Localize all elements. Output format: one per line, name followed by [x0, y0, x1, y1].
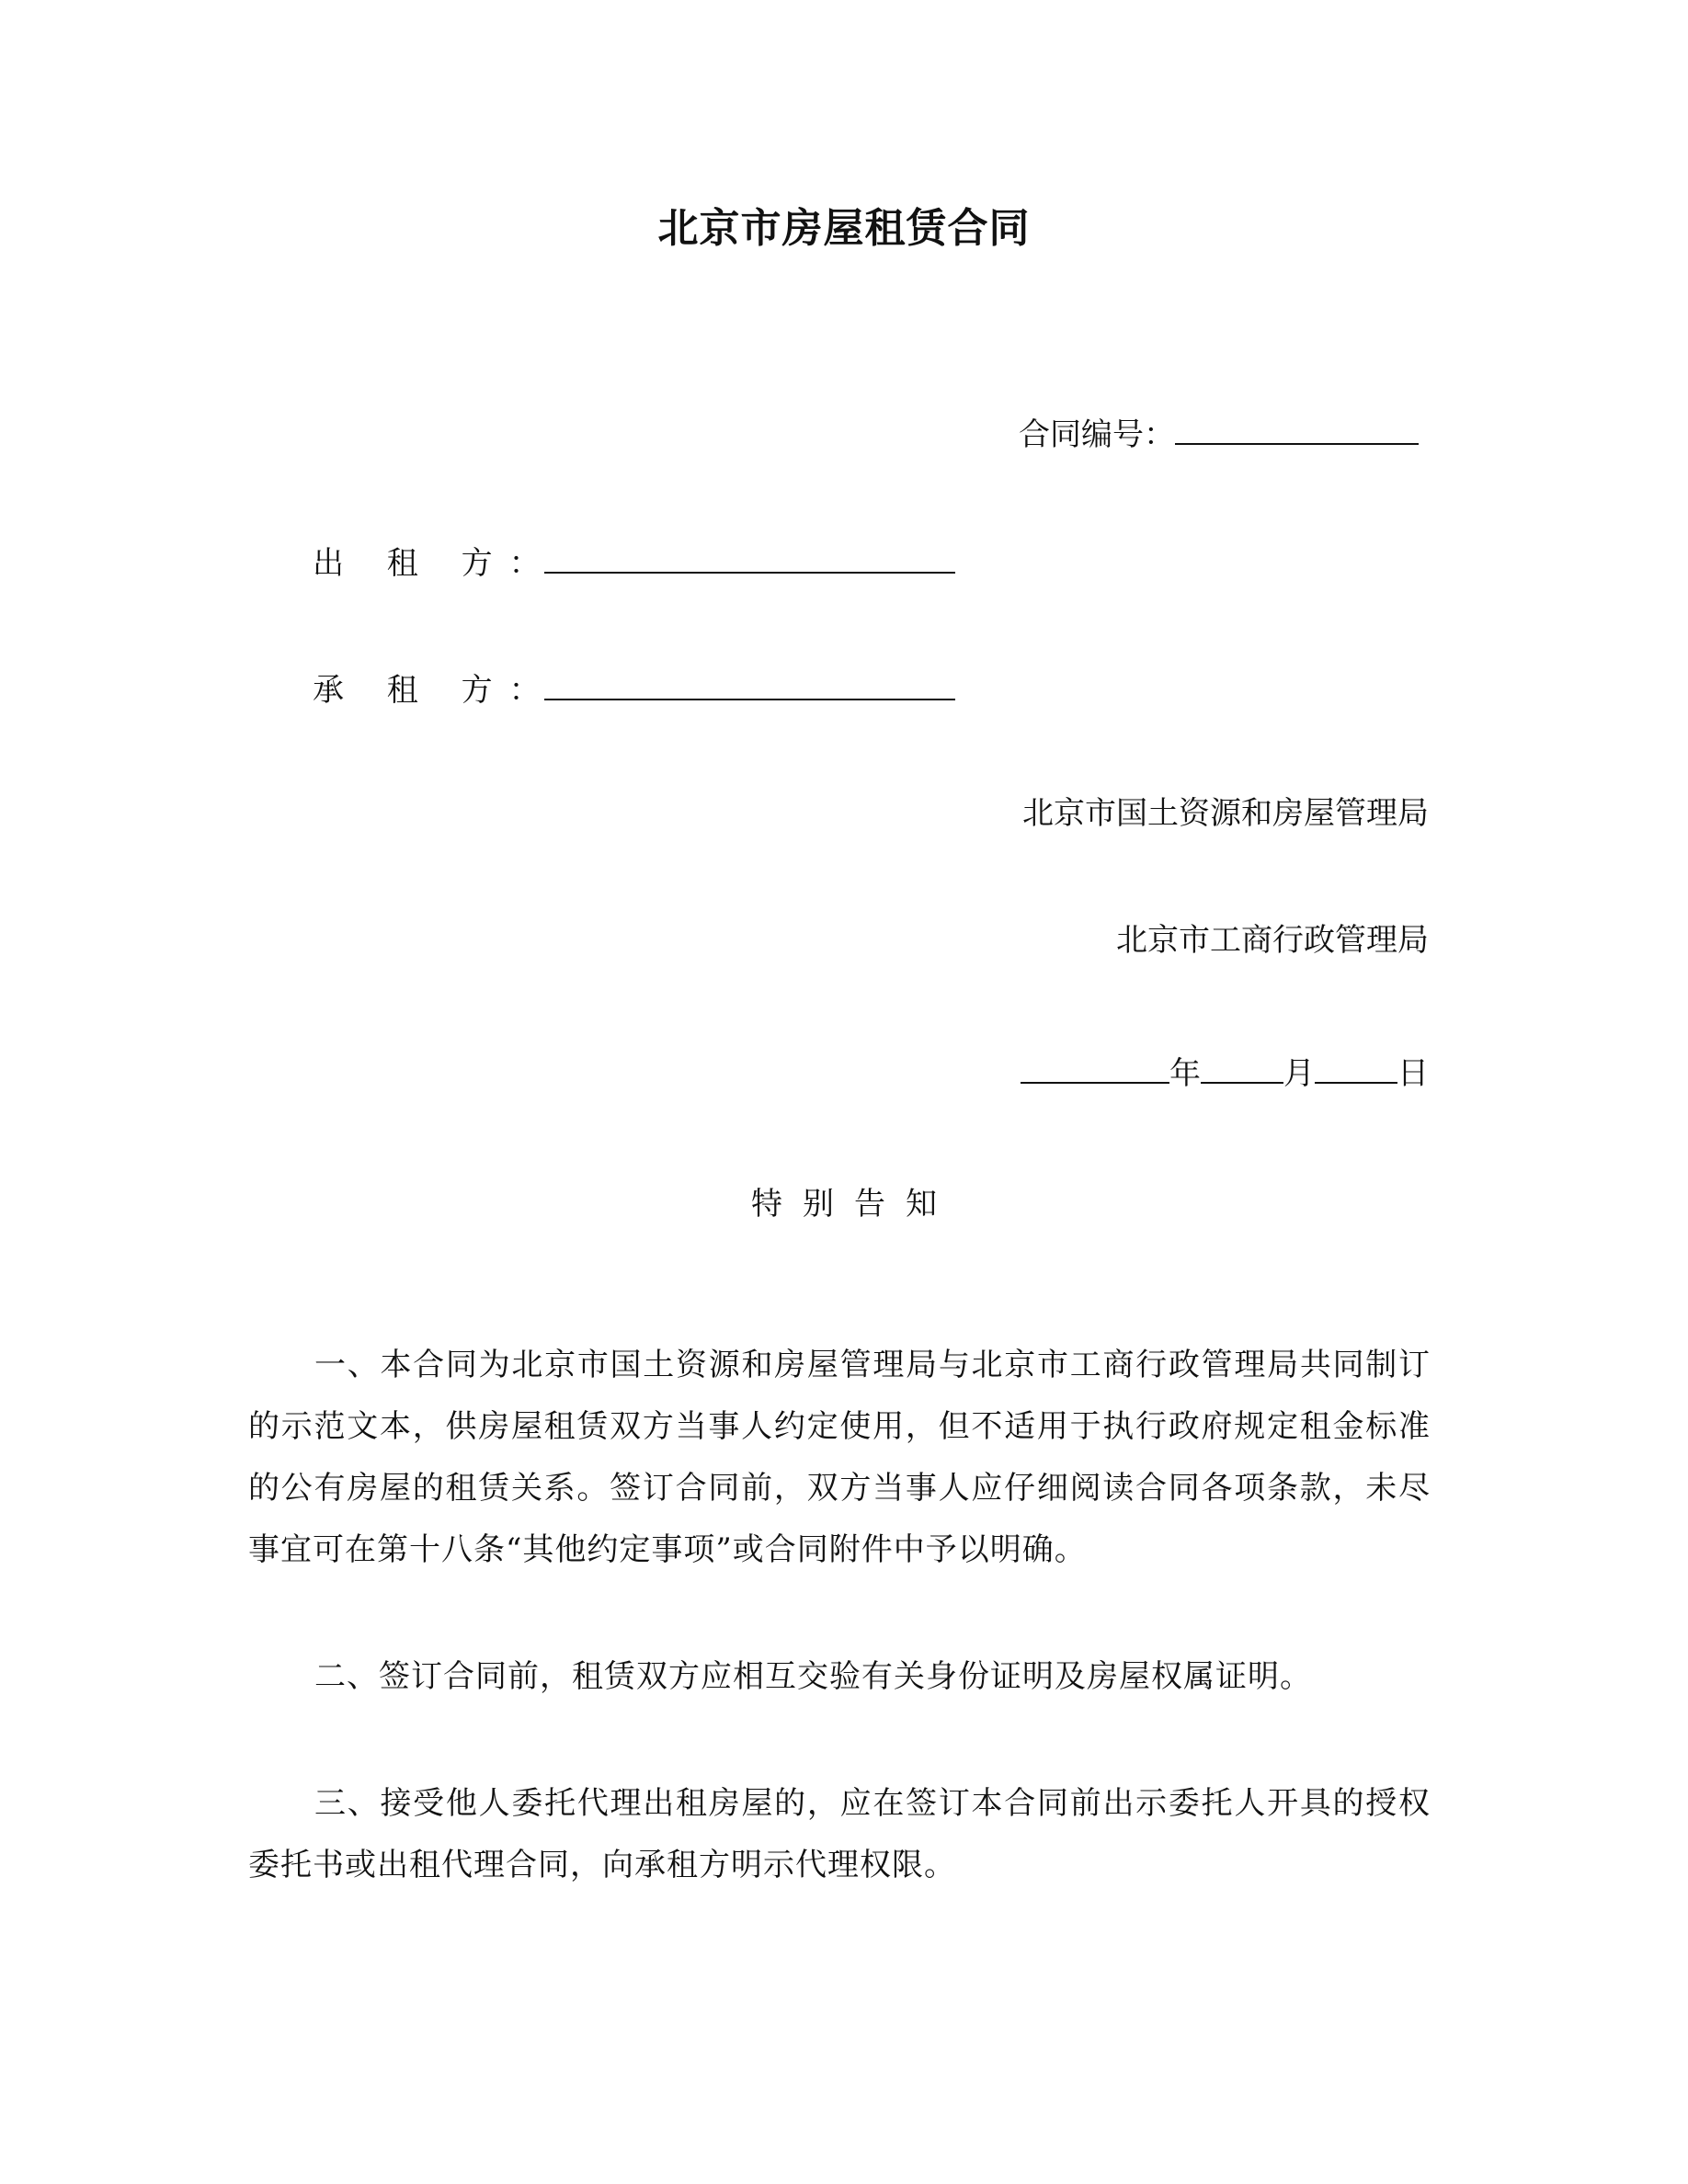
contract-number-label: 合同编号： [1019, 416, 1175, 453]
lessor-colon: ： [508, 545, 541, 582]
lessee-label: 承 租 方 [313, 672, 509, 709]
contract-number-row [1019, 412, 1419, 453]
document-title: 北京市房屋租赁合同 [657, 205, 1031, 252]
lessor-label: 出 租 方 [313, 545, 509, 582]
lessor-blank[interactable] [544, 540, 955, 574]
special-notice-heading: 特别告知 [751, 1186, 957, 1223]
lessee-blank[interactable] [544, 667, 955, 700]
day-blank[interactable] [1315, 1051, 1397, 1084]
contract-number-blank[interactable] [1175, 412, 1419, 445]
issuing-authority-commerce: 北京市工商行政管理局 [1116, 922, 1429, 959]
day-label: 日 [1397, 1055, 1429, 1092]
date-row [1021, 1051, 1429, 1092]
lessor-row [313, 540, 955, 582]
month-blank[interactable] [1201, 1051, 1283, 1084]
lessee-colon: ： [508, 672, 541, 709]
notice-item-1: 一、本合同为北京市国土资源和房屋管理局与北京市工商行政管理局共同制订的示范文本，供房屋租赁双方当事人约定使用，但不适用于执行政府规定租金标准的公有房屋的租赁关系。签订合同前，双方当事人应仔细阅读合同各项条款，未尽事宜可在第十八条“其他约定事项”或合同附件中予以明确。 [248, 1347, 1431, 1568]
notice-item-3: 三、接受他人委托代理出租房屋的，应在签订本合同前出示委托人开具的授权委托书或出租代理合同，向承租方明示代理权限。 [248, 1785, 1431, 1883]
month-label: 月 [1283, 1055, 1315, 1092]
issuing-authority-land-housing: 北京市国土资源和房屋管理局 [1022, 795, 1429, 832]
year-label: 年 [1169, 1055, 1201, 1092]
lessee-row [313, 667, 955, 709]
year-blank[interactable] [1021, 1051, 1169, 1084]
notice-item-2: 二、签订合同前，租赁双方应相互交验有关身份证明及房屋权属证明。 [314, 1658, 1312, 1695]
